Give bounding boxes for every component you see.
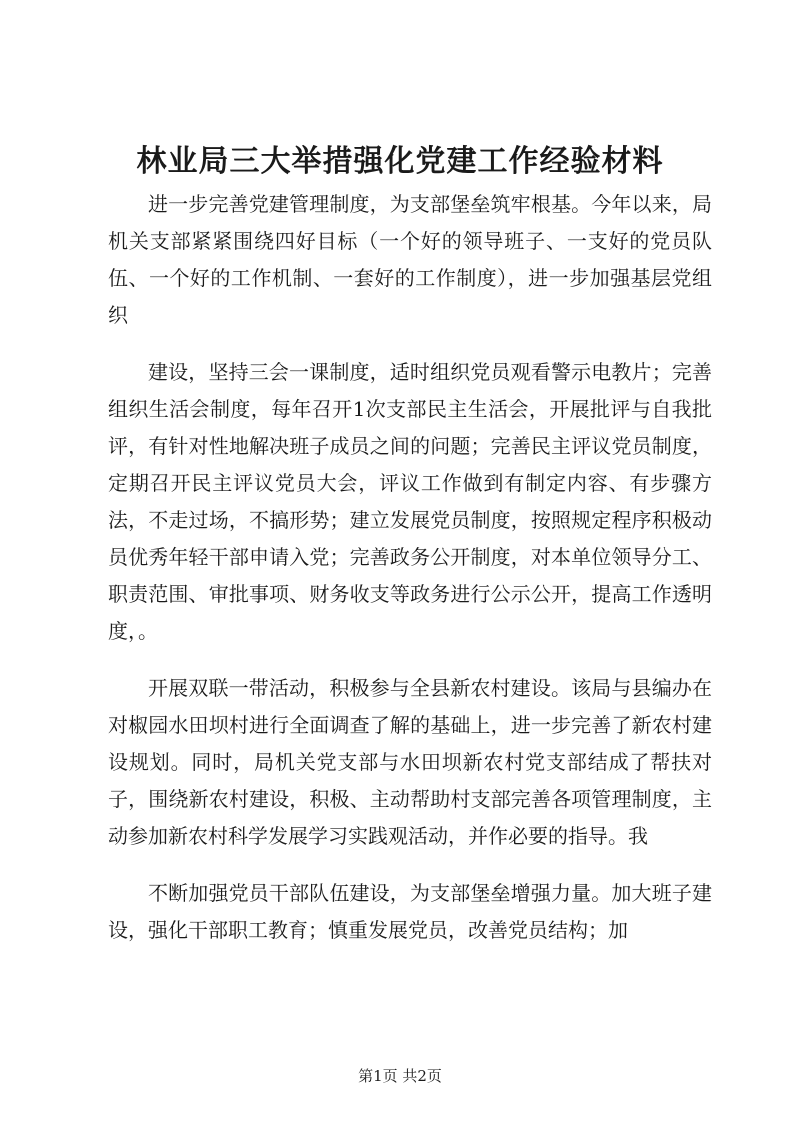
paragraph-4: 不断加强党员干部队伍建设，为支部堡垒增强力量。加大班子建设，强化干部职工教育；慎重发展党员，改善党员结构；加 [108,881,712,942]
paragraph-1: 进一步完善党建管理制度，为支部堡垒筑牢根基。今年以来，局机关支部紧紧围绕四好目标（一个好的领导班子、一支好的党员队伍、一个好的工作机制、一套好的工作制度），进一步加强基层党组织 [108,192,712,327]
document-title: 林业局三大举措强化党建工作经验材料 [136,144,664,179]
page-footer: 第1页 共2页 [358,1067,442,1085]
paragraph-2: 建设，坚持三会一课制度，适时组织党员观看警示电教片；完善组织生活会制度，每年召开1次支部民主生活会，开展批评与自我批评，有针对性地解决班子成员之间的问题；完善民主评议党员制度，定期召开民主评议党员大会，评议工作做到有制定内容、有步骤方法，不走过场，不搞形势；建立发展党员制度，按照规定程序积极动员优秀年轻干部申请入党；完善政务公开制度，对本单位领导分工、职责范围、审批事项、财务收支等政务进行公示公开，提高工作透明度，。 [108,360,712,643]
document-body [108,186,712,969]
paragraph-3: 开展双联一带活动，积极参与全县新农村建设。该局与县编办在对椒园水田坝村进行全面调查了解的基础上，进一步完善了新农村建设规划。同时，局机关党支部与水田坝新农村党支部结成了帮扶对子，围绕新农村建设，积极、主动帮助村支部完善各项管理制度，主动参加新农村科学发展学习实践观活动，并作必要的指导。我 [108,676,712,848]
